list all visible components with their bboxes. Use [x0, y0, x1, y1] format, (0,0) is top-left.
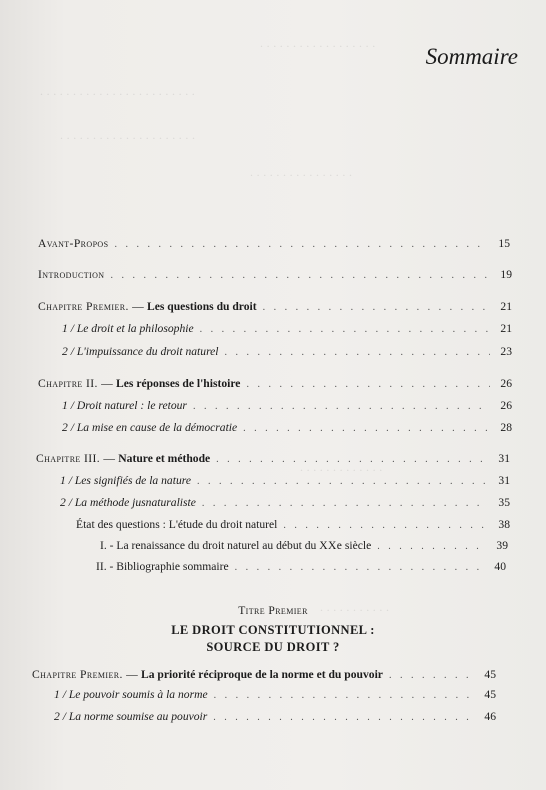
- dot-leader: [193, 400, 490, 414]
- dot-leader: [213, 711, 474, 725]
- show-through-text: . . . . . . . . . . .: [320, 600, 390, 614]
- chapter-prefix: Chapitre III. —: [36, 452, 116, 465]
- page-number: 35: [498, 496, 510, 509]
- toc-entry-introduction[interactable]: [38, 268, 512, 283]
- dot-leader: [197, 475, 488, 489]
- page-number: 38: [498, 518, 510, 531]
- entry-label: État des questions : L'étude du droit naturel: [76, 518, 278, 531]
- page-number: 28: [500, 421, 512, 434]
- part-heading-line-1: LE DROIT CONSTITUTIONNEL :: [171, 623, 375, 637]
- chapter-prefix: Chapitre Premier. —: [32, 668, 139, 681]
- chapter-prefix: Chapitre Premier. —: [38, 300, 145, 313]
- section-title: 2 / La méthode jusnaturaliste: [60, 496, 196, 509]
- dot-leader: [243, 422, 490, 436]
- page-number: 39: [496, 539, 508, 552]
- toc-entry-chapter[interactable]: [32, 668, 496, 683]
- section-title: 2 / La norme soumise au pouvoir: [54, 710, 208, 723]
- toc-entry-chapter[interactable]: [38, 300, 512, 315]
- toc-entry-section[interactable]: [60, 496, 510, 511]
- section-title: 1 / Le pouvoir soumis à la norme: [54, 688, 208, 701]
- dot-leader: [110, 269, 490, 283]
- toc-entry-section[interactable]: [54, 688, 496, 703]
- entry-label: I. - La renaissance du droit naturel au début du: [100, 539, 317, 552]
- entry-suffix: e siècle: [336, 539, 372, 552]
- show-through-text: . . . . . . . . . . . . . . . .: [250, 165, 353, 179]
- dot-leader: [246, 378, 490, 392]
- toc-entry-section[interactable]: [54, 710, 496, 725]
- toc-entry-section[interactable]: [60, 474, 510, 489]
- dot-leader: [225, 346, 490, 360]
- page-number: 46: [484, 710, 496, 723]
- page-number: 26: [500, 399, 512, 412]
- entry-label: Introduction: [38, 268, 105, 281]
- toc-entry-section[interactable]: [62, 399, 512, 414]
- section-title: 1 / Le droit et la philosophie: [62, 322, 194, 335]
- chapter-title: Les questions du droit: [146, 300, 257, 313]
- chapter-title: Les réponses de l'histoire: [116, 377, 241, 390]
- toc-entry-subsection[interactable]: [100, 539, 508, 554]
- show-through-text: . . . . . . . . . . . . . . . . . . . . . . . .: [40, 84, 196, 98]
- chapter-prefix: Chapitre II. —: [38, 377, 114, 390]
- show-through-text: . . . . . . . . . . . . . . . . . . . . .: [60, 128, 196, 142]
- toc-entry-chapter[interactable]: [38, 377, 512, 392]
- dot-leader: [216, 453, 488, 467]
- dot-leader: [202, 497, 488, 511]
- century-numeral: XX: [319, 539, 337, 552]
- toc-entry-etat-des-questions[interactable]: [76, 518, 510, 533]
- dot-leader: [283, 519, 488, 533]
- show-through-text: . . . . . . . . . . . . . . . . . .: [260, 36, 376, 50]
- page-number: 23: [500, 345, 512, 358]
- page-number: 40: [494, 560, 506, 573]
- toc-entry-subsection[interactable]: [96, 560, 506, 575]
- section-title: 1 / Les signifiés de la nature: [60, 474, 191, 487]
- dot-leader: [235, 561, 484, 575]
- chapter-title: Nature et méthode: [118, 452, 211, 465]
- page-number: 26: [500, 377, 512, 390]
- toc-entry-avant-propos[interactable]: [38, 237, 510, 252]
- toc-entry-section[interactable]: [62, 345, 512, 360]
- page-number: 31: [498, 452, 510, 465]
- section-title: 2 / L'impuissance du droit naturel: [62, 345, 219, 358]
- part-label: Titre Premier: [238, 604, 308, 617]
- entry-label: Avant-Propos: [38, 237, 109, 250]
- page-number: 45: [484, 688, 496, 701]
- page-number: 21: [500, 322, 512, 335]
- dot-leader: [377, 540, 486, 554]
- section-title: 1 / Droit naturel : le retour: [62, 399, 187, 412]
- toc-entry-section[interactable]: [62, 322, 512, 337]
- toc-entry-section[interactable]: [62, 421, 512, 436]
- page-number: 21: [500, 300, 512, 313]
- entry-label: II. - Bibliographie sommaire: [96, 560, 229, 573]
- page-number: 19: [500, 268, 512, 281]
- page-title: Sommaire: [425, 44, 518, 69]
- dot-leader: [389, 669, 474, 683]
- section-title: 2 / La mise en cause de la démocratie: [62, 421, 238, 434]
- dot-leader: [214, 689, 474, 703]
- dot-leader: [114, 238, 488, 252]
- page-number: 31: [498, 474, 510, 487]
- toc-entry-chapter[interactable]: [36, 452, 510, 467]
- part-heading-line-2: SOURCE DU DROIT ?: [206, 640, 340, 654]
- dot-leader: [263, 301, 490, 315]
- page-number: 15: [498, 237, 510, 250]
- show-through-text: . . . . . . . . . . . . .: [300, 460, 383, 474]
- chapter-title: La priorité réciproque de la norme et du pouvoir: [140, 668, 383, 681]
- page-number: 45: [484, 668, 496, 681]
- dot-leader: [200, 323, 490, 337]
